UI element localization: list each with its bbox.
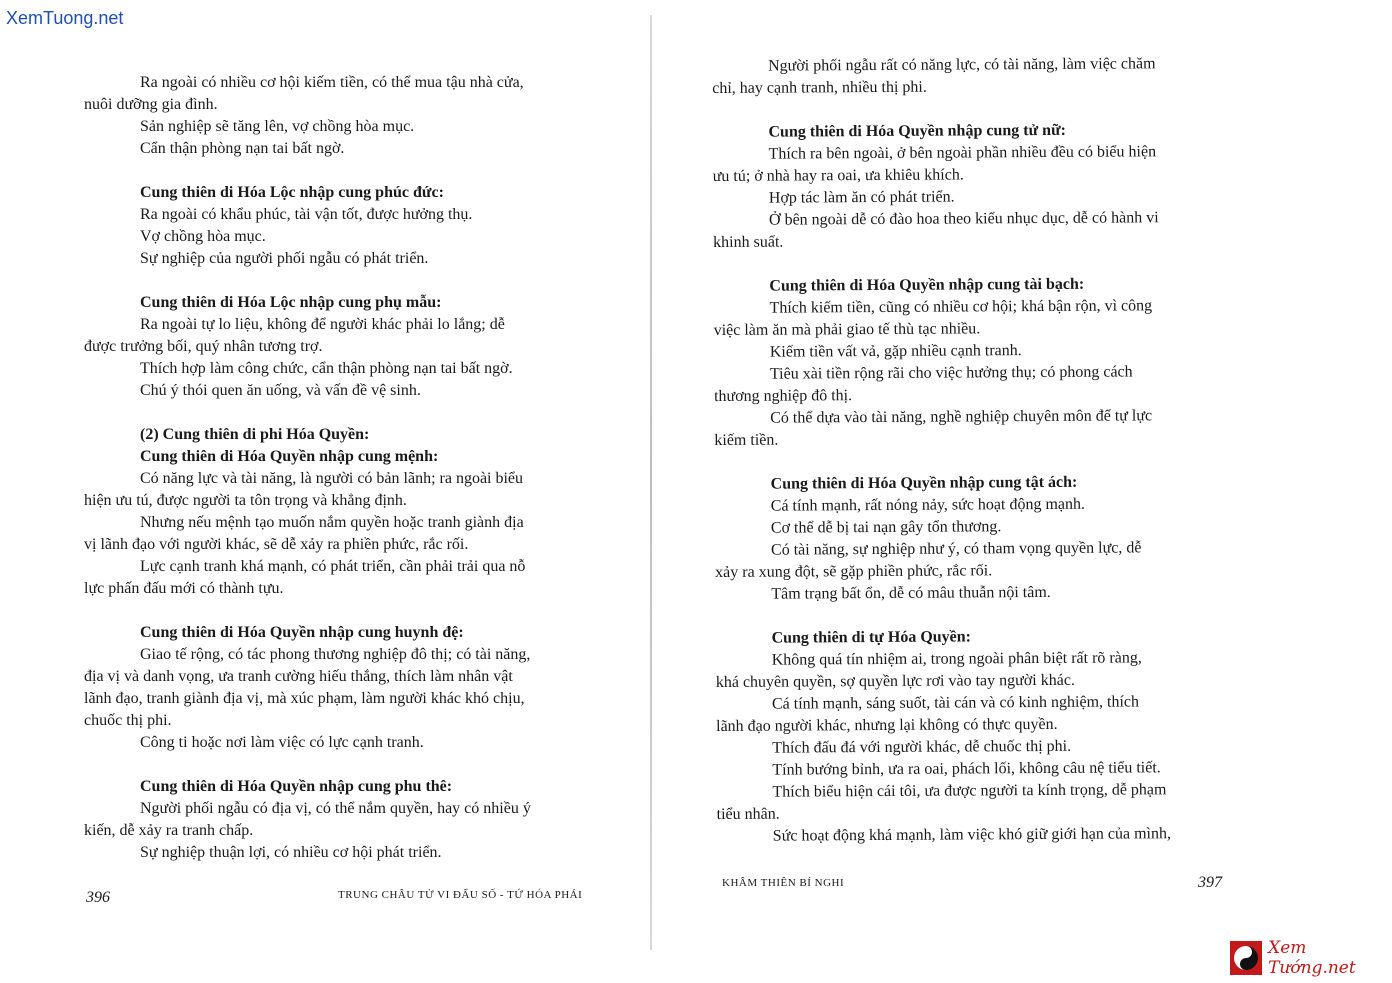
paragraph: Ra ngoài tự lo liệu, không để người khác phải lo lắng; dễ — [140, 316, 505, 333]
paragraph: Công ti hoặc nơi làm việc có lực cạnh tranh. — [140, 734, 424, 751]
paragraph-continuation: chỉ, hay cạnh tranh, nhiều thị phi. — [712, 78, 927, 97]
paragraph: Cá tính mạnh, sáng suốt, tài cán và có kinh nghiệm, thích — [771, 693, 1140, 713]
paragraph: Vợ chồng hòa mục. — [140, 228, 266, 245]
section-heading: Cung thiên di Hóa Quyền nhập cung huynh đệ: — [140, 624, 464, 641]
section-heading: Cung thiên di Hóa Quyền nhập cung phu thê: — [140, 778, 453, 795]
subsection-heading: (2) Cung thiên di phi Hóa Quyền: — [140, 426, 370, 443]
running-title-right: KHÂM THIÊN BÍ NGHI — [722, 877, 845, 889]
site-logo — [1230, 938, 1392, 978]
paragraph: Sản nghiệp sẽ tăng lên, vợ chồng hòa mục. — [140, 118, 415, 135]
section-heading: Cung thiên di Hóa Lộc nhập cung phúc đức: — [140, 184, 444, 201]
paragraph: Hợp tác làm ăn có phát triển. — [768, 188, 955, 207]
paragraph: Giao tế rộng, có tác phong thương nghiệp đô thị; có tài năng, — [140, 646, 531, 663]
paragraph-continuation: xảy ra xung đột, sẽ gặp phiền phức, rắc rối. — [715, 562, 993, 581]
paragraph-continuation: nuôi dưỡng gia đình. — [84, 96, 218, 113]
paragraph-continuation: khá chuyên quyền, sợ quyền lực rơi vào tay người khác. — [715, 671, 1075, 691]
section-heading: Cung thiên di Hóa Quyền nhập cung tử nữ: — [768, 121, 1067, 141]
page-number-left: 396 — [86, 889, 110, 906]
paragraph: Sự nghiệp của người phối ngẫu có phát triển. — [140, 250, 429, 267]
paragraph: Có năng lực và tài năng, là người có bản lãnh; ra ngoài biểu — [140, 470, 524, 487]
section-heading: Cung thiên di Hóa Lộc nhập cung phụ mẫu: — [140, 294, 442, 311]
paragraph: Tính bướng bỉnh, ưa ra oai, phách lối, không câu nệ tiểu tiết. — [772, 759, 1161, 779]
yin-yang-icon — [1230, 941, 1262, 975]
paragraph: Thích kiếm tiền, cũng có nhiều cơ hội; khá bận rộn, vì công — [769, 297, 1153, 317]
paragraph: Lực cạnh tranh khá mạnh, có phát triển, cần phải trải qua nỗ — [140, 558, 526, 575]
section-heading: Cung thiên di Hóa Quyền nhập cung tật ách: — [770, 473, 1078, 493]
running-title-left: TRUNG CHÂU TỬ VI ĐẨU SỐ - TỨ HÓA PHÁI — [338, 889, 583, 901]
paragraph-continuation: ưu tú; ở nhà hay ra oai, ưa khiêu khích. — [712, 166, 964, 185]
paragraph: Thích biểu hiện cái tôi, ưa được người ta kính trọng, dễ phạm — [772, 781, 1167, 801]
paragraph-continuation: thương nghiệp đô thị. — [714, 387, 853, 405]
paragraph-continuation: tiểu nhân. — [716, 805, 780, 823]
paragraph-continuation: kiếm tiền. — [714, 431, 779, 449]
paragraph: Nhưng nếu mệnh tạo muốn nắm quyền hoặc tranh giành địa — [140, 514, 524, 531]
paragraph: Tiêu xài tiền rộng rãi cho việc hưởng thụ; có phong cách — [769, 363, 1133, 383]
paragraph-continuation: chuốc thị phi. — [84, 712, 172, 729]
paragraph: Sức hoạt động khá mạnh, làm việc khó giữ giới hạn của mình, — [772, 825, 1171, 845]
paragraph: Ra ngoài có khẩu phúc, tài vận tốt, được hưởng thụ. — [140, 206, 473, 223]
paragraph-continuation: lãnh đạo, tranh giành địa vị, mà xúc phạm, làm người khác khó chịu, — [84, 690, 525, 707]
left-page-text — [84, 72, 596, 864]
paragraph: Tâm trạng bất ổn, dễ có mâu thuẫn nội tâm. — [771, 583, 1051, 603]
paragraph: Người phối ngẫu có địa vị, có thể nắm quyền, hay có nhiều ý — [140, 800, 531, 817]
paragraph: Thích hợp làm công chức, cẩn thận phòng nạn tai bất ngờ. — [140, 360, 513, 377]
paragraph: Cẩn thận phòng nạn tai bất ngờ. — [140, 140, 345, 157]
paragraph: Ra ngoài có nhiều cơ hội kiếm tiền, có thể mua tậu nhà cửa, — [140, 74, 524, 91]
paragraph: Cơ thể dễ bị tai nạn gây tổn thương. — [770, 518, 1002, 537]
paragraph: Thích đấu đá với người khác, dễ chuốc thị phi. — [772, 737, 1072, 757]
paragraph: Có thể dựa vào tài năng, nghề nghiệp chuyên môn để tự lực — [770, 407, 1153, 427]
paragraph-continuation: khinh suất. — [713, 233, 784, 251]
paragraph-continuation: hiện ưu tú, được người ta tôn trọng và khẳng định. — [84, 492, 407, 509]
paragraph: Chú ý thói quen ăn uống, và vấn đề vệ sinh. — [140, 382, 421, 399]
section-heading: Cung thiên di tự Hóa Quyền: — [771, 628, 972, 647]
paragraph: Cá tính mạnh, rất nóng nảy, sức hoạt động mạnh. — [770, 495, 1086, 515]
paragraph: Kiếm tiền vất vả, gặp nhiều cạnh tranh. — [769, 342, 1022, 361]
logo-text: Xem Tướng.net — [1268, 938, 1356, 978]
paragraph: Không quá tín nhiệm ai, trong ngoài phân biệt rất rõ ràng, — [771, 649, 1142, 669]
site-watermark: XemTuong.net — [6, 8, 124, 28]
paragraph-continuation: kiến, dễ xảy ra tranh chấp. — [84, 822, 254, 839]
paragraph: Sự nghiệp thuận lợi, có nhiều cơ hội phát triển. — [140, 844, 442, 861]
paragraph-continuation: vị lãnh đạo với người khác, sẽ dễ xảy ra phiền phức, rắc rối. — [84, 536, 469, 553]
right-page-text — [712, 53, 1229, 848]
paragraph: Thích ra bên ngoài, ở bên ngoài phần nhiều đều có biểu hiện — [768, 143, 1157, 163]
paragraph-continuation: địa vị và danh vọng, ưa tranh cường hiếu thắng, thích làm nhân vật — [84, 668, 513, 685]
paragraph-continuation: lãnh đạo người khác, nhưng lại không có thực quyền. — [716, 715, 1058, 735]
paragraph: Người phối ngẫu rất có năng lực, có tài năng, làm việc chăm — [768, 55, 1156, 75]
paragraph-continuation: lực phấn đấu mới có thành tựu. — [84, 580, 284, 597]
section-heading: Cung thiên di Hóa Quyền nhập cung tài bạch: — [769, 275, 1085, 295]
page-number-right: 397 — [1198, 874, 1222, 891]
paragraph: Ở bên ngoài dễ có đào hoa theo kiểu nhục dục, dễ có hành vi — [768, 209, 1159, 229]
paragraph: Có tài năng, sự nghiệp như ý, có tham vọng quyền lực, dễ — [770, 539, 1142, 559]
paragraph-continuation: được trưởng bối, quý nhân tương trợ. — [84, 338, 323, 355]
section-heading: Cung thiên di Hóa Quyền nhập cung mệnh: — [140, 448, 439, 465]
book-gutter — [650, 15, 652, 950]
paragraph-continuation: việc làm ăn mà phải giao tế thù tạc nhiều. — [713, 320, 981, 339]
